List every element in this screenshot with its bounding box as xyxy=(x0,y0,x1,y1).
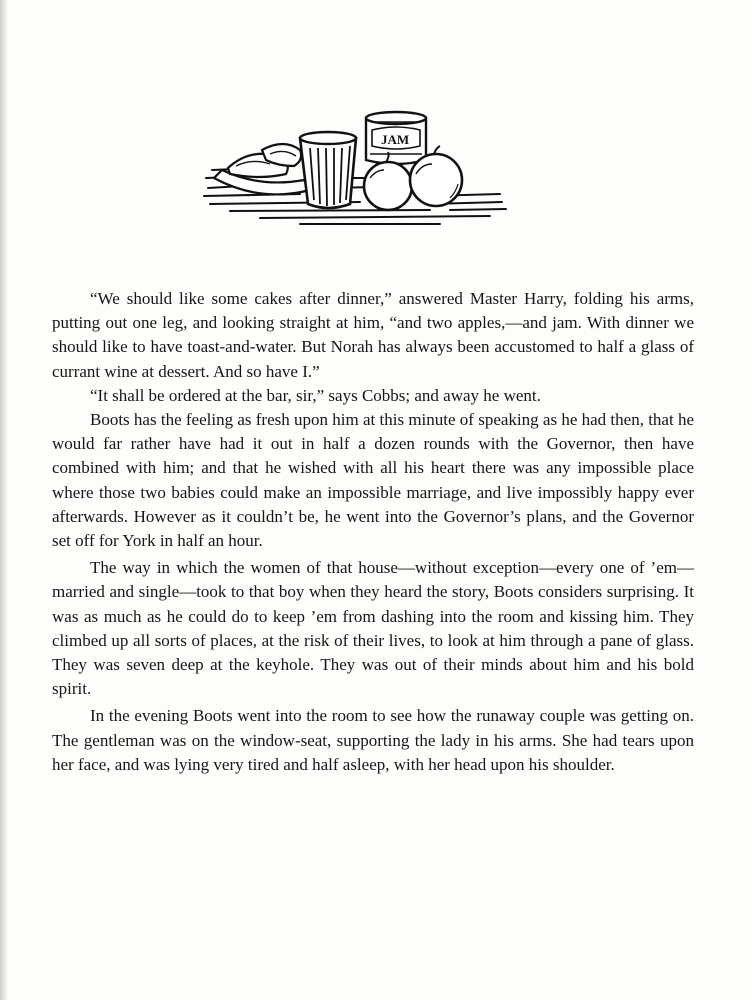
paragraph: “It shall be ordered at the bar, sir,” says Cobbs; and away he went. xyxy=(90,385,541,405)
story-text xyxy=(52,287,694,777)
still-life-illustration-icon xyxy=(200,108,510,230)
paragraph: The way in which the women of that house—without exception—every one of ’em—married and single—took to that boy when they heard the story, Boots considers surprising. It was as much as he could do to keep ’em from dashing into the room and kissing him. They climbed up all sorts of places, at the risk of their lives, to look at him through a pane of glass. They was seven deep at the keyhole. They was out of their minds about him and his bold spirit. xyxy=(52,558,694,699)
paragraph: “We should like some cakes after dinner,” answered Master Harry, folding his arms, putting out one leg, and looking straight at him, “and two apples,—and jam. With dinner we should like to have toast-and-water. But Norah has always been accustomed to half a glass of currant wine at dessert. And so have I.” xyxy=(52,289,694,381)
page-gutter-shadow xyxy=(0,0,8,1000)
paragraph: In the evening Boots went into the room to see how the runaway couple was getting on. The gentleman was on the window-seat, supporting the lady in his arms. She had tears upon her face, and was lying very tired and half asleep, with her head upon his shoulder. xyxy=(52,706,694,774)
jar-label: JAM xyxy=(381,132,410,147)
paragraph: Boots has the feeling as fresh upon him at this minute of speaking as he had then, that he would far rather have had it out in half a dozen rounds with the Governor, then have combined with him; and that he wished with all his heart there was any impossible place where those two babies could make an impossible marriage, and live impossibly happy ever afterwards. However as it couldn’t be, he went into the Governor’s plans, and the Governor set off for York in half an hour. xyxy=(52,410,694,551)
